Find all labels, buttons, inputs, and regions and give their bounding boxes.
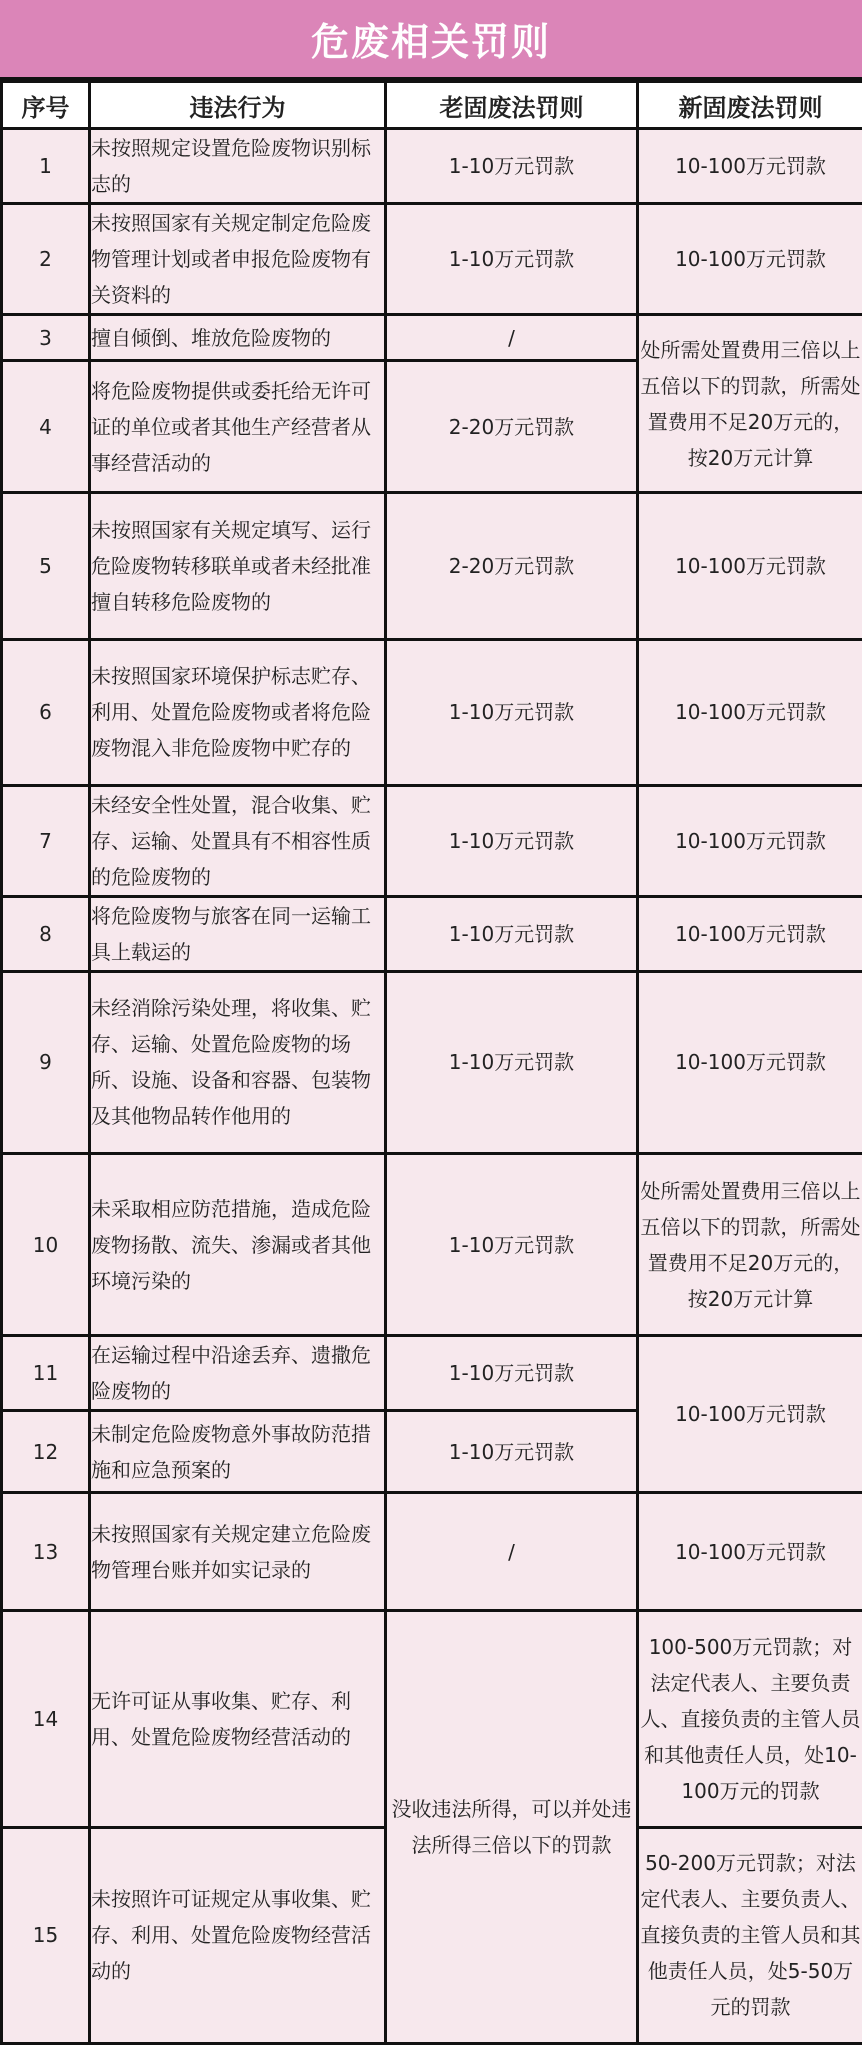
merged-new-penalty-rows-11-12: 10-100万元罚款 xyxy=(638,1336,862,1493)
row-old-penalty: 1-10万元罚款 xyxy=(386,971,638,1153)
row-old-penalty: 1-10万元罚款 xyxy=(386,639,638,785)
title-banner xyxy=(0,0,862,80)
row-old-penalty: 1-10万元罚款 xyxy=(386,1154,638,1336)
merged-old-penalty-rows-14-15: 没收违法所得，可以并处违法所得三倍以下的罚款 xyxy=(386,1611,638,2044)
row-seq: 7 xyxy=(2,785,90,896)
row-new-penalty: 10-100万元罚款 xyxy=(638,493,862,639)
row-act: 未按照国家有关规定填写、运行危险废物转移联单或者未经批准擅自转移危险废物的 xyxy=(90,493,386,639)
table-row xyxy=(2,1336,862,1411)
header-act: 违法行为 xyxy=(90,82,386,129)
row-old-penalty: 1-10万元罚款 xyxy=(386,896,638,971)
row-act: 未经安全性处置，混合收集、贮存、运输、处置具有不相容性质的危险废物的 xyxy=(90,785,386,896)
row-new-penalty: 100-500万元罚款；对法定代表人、主要负责人、直接负责的主管人员和其他责任人员，处10-100万元的罚款 xyxy=(638,1611,862,1827)
row-act: 在运输过程中沿途丢弃、遗撒危险废物的 xyxy=(90,1336,386,1411)
row-seq: 2 xyxy=(2,204,90,315)
row-act: 未按照国家有关规定制定危险废物管理计划或者申报危险废物有关资料的 xyxy=(90,204,386,315)
row-seq: 10 xyxy=(2,1154,90,1336)
table-row xyxy=(2,1493,862,1611)
row-seq: 5 xyxy=(2,493,90,639)
header-old-law: 老固废法罚则 xyxy=(386,82,638,129)
row-old-penalty: / xyxy=(386,315,638,361)
row-old-penalty: 1-10万元罚款 xyxy=(386,1336,638,1411)
table-row xyxy=(2,1611,862,1827)
row-act: 将危险废物与旅客在同一运输工具上载运的 xyxy=(90,896,386,971)
row-new-penalty: 10-100万元罚款 xyxy=(638,1493,862,1611)
row-act: 未经消除污染处理，将收集、贮存、运输、处置危险废物的场所、设施、设备和容器、包装物及其他物品转作他用的 xyxy=(90,971,386,1153)
row-act: 未按照许可证规定从事收集、贮存、利用、处置危险废物经营活动的 xyxy=(90,1827,386,2043)
row-seq: 12 xyxy=(2,1411,90,1493)
row-seq: 11 xyxy=(2,1336,90,1411)
merged-new-penalty-rows-3-4: 处所需处置费用三倍以上五倍以下的罚款，所需处置费用不足20万元的，按20万元计算 xyxy=(638,315,862,493)
row-old-penalty: 1-10万元罚款 xyxy=(386,1411,638,1493)
row-act: 未制定危险废物意外事故防范措施和应急预案的 xyxy=(90,1411,386,1493)
header-new-law: 新固废法罚则 xyxy=(638,82,862,129)
page-title: 危废相关罚则 xyxy=(310,20,551,64)
row-new-penalty: 10-100万元罚款 xyxy=(638,639,862,785)
row-new-penalty: 10-100万元罚款 xyxy=(638,896,862,971)
row-seq: 4 xyxy=(2,361,90,493)
row-old-penalty: 2-20万元罚款 xyxy=(386,493,638,639)
row-new-penalty: 处所需处置费用三倍以上五倍以下的罚款，所需处置费用不足20万元的，按20万元计算 xyxy=(638,1154,862,1336)
row-old-penalty: 1-10万元罚款 xyxy=(386,785,638,896)
row-act: 无许可证从事收集、贮存、利用、处置危险废物经营活动的 xyxy=(90,1611,386,1827)
row-act: 未采取相应防范措施，造成危险废物扬散、流失、渗漏或者其他环境污染的 xyxy=(90,1154,386,1336)
row-old-penalty: 1-10万元罚款 xyxy=(386,204,638,315)
row-seq: 3 xyxy=(2,315,90,361)
row-act: 未按照规定设置危险废物识别标志的 xyxy=(90,129,386,204)
row-old-penalty: 1-10万元罚款 xyxy=(386,129,638,204)
row-new-penalty: 10-100万元罚款 xyxy=(638,971,862,1153)
row-seq: 9 xyxy=(2,971,90,1153)
table-row xyxy=(2,129,862,204)
row-new-penalty: 50-200万元罚款；对法定代表人、主要负责人、直接负责的主管人员和其他责任人员，处5-50万元的罚款 xyxy=(638,1827,862,2043)
row-seq: 15 xyxy=(2,1827,90,2043)
row-new-penalty: 10-100万元罚款 xyxy=(638,785,862,896)
row-act: 未按照国家有关规定建立危险废物管理台账并如实记录的 xyxy=(90,1493,386,1611)
penalty-table xyxy=(0,80,862,2045)
table-row xyxy=(2,971,862,1153)
row-act: 未按照国家环境保护标志贮存、利用、处置危险废物或者将危险废物混入非危险废物中贮存的 xyxy=(90,639,386,785)
row-new-penalty: 10-100万元罚款 xyxy=(638,204,862,315)
row-seq: 13 xyxy=(2,1493,90,1611)
row-act: 将危险废物提供或委托给无许可证的单位或者其他生产经营者从事经营活动的 xyxy=(90,361,386,493)
header-seq: 序号 xyxy=(2,82,90,129)
table-row xyxy=(2,785,862,896)
row-seq: 14 xyxy=(2,1611,90,1827)
row-seq: 8 xyxy=(2,896,90,971)
table-header-row xyxy=(2,82,862,129)
table-row xyxy=(2,315,862,361)
row-old-penalty: / xyxy=(386,1493,638,1611)
table-row xyxy=(2,204,862,315)
table-row xyxy=(2,1154,862,1336)
table-row xyxy=(2,896,862,971)
row-act: 擅自倾倒、堆放危险废物的 xyxy=(90,315,386,361)
row-new-penalty: 10-100万元罚款 xyxy=(638,129,862,204)
table-row xyxy=(2,639,862,785)
row-seq: 6 xyxy=(2,639,90,785)
row-seq: 1 xyxy=(2,129,90,204)
row-old-penalty: 2-20万元罚款 xyxy=(386,361,638,493)
table-row xyxy=(2,493,862,639)
